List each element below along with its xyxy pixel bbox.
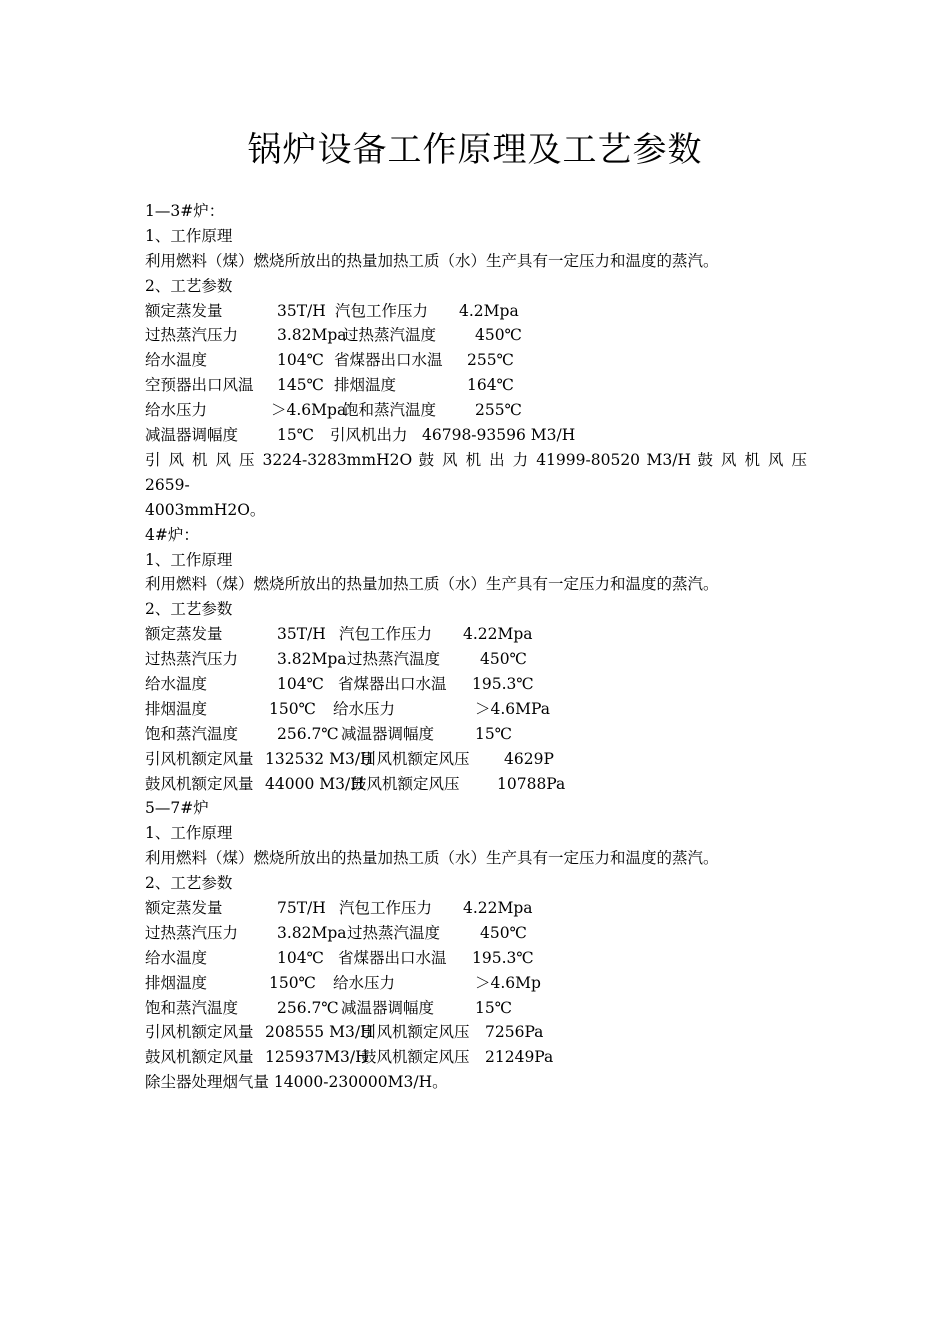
- param-row: [145, 647, 807, 672]
- param-label: 排烟温度: [334, 376, 397, 395]
- param-row: [145, 697, 807, 722]
- param-label: 过热蒸汽压力: [145, 326, 239, 345]
- param-label: 额定蒸发量: [145, 625, 223, 644]
- param-value: 104℃: [277, 351, 324, 370]
- param-row: [145, 672, 807, 697]
- param-value: 104℃: [277, 948, 324, 967]
- param-value: ＞4.6Mpa: [271, 401, 347, 420]
- param-value: 208555 M3/H: [265, 1023, 374, 1042]
- param-value: 3.82Mpa: [277, 326, 347, 345]
- param-row: [145, 946, 807, 971]
- param-label: 给水温度: [145, 948, 208, 967]
- param-label: 引风机额定风量: [145, 1023, 254, 1042]
- param-label: 额定蒸发量: [145, 898, 223, 917]
- param-row: [145, 423, 807, 448]
- principle-heading: 1、工作原理: [145, 226, 233, 245]
- params-heading: 2、工艺参数: [145, 276, 233, 295]
- param-label: 过热蒸汽压力: [145, 923, 239, 942]
- param-value: 132532 M3/H: [265, 749, 374, 768]
- param-value: 46798-93596 M3/H: [422, 426, 576, 445]
- param-row: [145, 622, 807, 647]
- param-label: 引风机额定风量: [145, 749, 254, 768]
- param-label: 给水压力: [333, 699, 396, 718]
- param-row: [145, 398, 807, 423]
- param-row: [145, 921, 807, 946]
- param-value: 7256Pa: [485, 1023, 544, 1042]
- param-label: 给水温度: [145, 351, 208, 370]
- param-label: 减温器调幅度: [341, 724, 435, 743]
- param-row: [145, 1045, 807, 1070]
- param-label: 汽包工作压力: [339, 898, 433, 917]
- param-label: 汽包工作压力: [335, 301, 429, 320]
- param-row: [145, 323, 807, 348]
- param-value: 150℃: [269, 973, 316, 992]
- param-value: 255℃: [475, 401, 522, 420]
- param-label: 给水压力: [333, 973, 396, 992]
- param-label: 饱和蒸汽温度: [145, 998, 239, 1017]
- param-label: 减温器调幅度: [341, 998, 435, 1017]
- param-label: 过热蒸汽温度: [347, 650, 441, 669]
- params-heading: 2、工艺参数: [145, 874, 233, 893]
- param-label: 减温器调幅度: [145, 426, 239, 445]
- param-value: 104℃: [277, 674, 324, 693]
- section-heading: 5—7#炉: [145, 799, 209, 818]
- param-value: 150℃: [269, 699, 316, 718]
- param-value: 145℃: [277, 376, 324, 395]
- param-value: ＞4.6Mp: [475, 973, 541, 992]
- param-value: 450℃: [475, 326, 522, 345]
- param-label: 过热蒸汽温度: [343, 326, 437, 345]
- param-value: 75T/H: [277, 898, 326, 917]
- param-label: 省煤器出口水温: [338, 674, 447, 693]
- section-boilers-1-3: [145, 199, 807, 523]
- section-heading: 1—3#炉：: [145, 202, 225, 220]
- param-row: [145, 772, 807, 797]
- param-value: 3.82Mpa: [277, 923, 347, 942]
- param-value: ＞4.6MPa: [475, 699, 550, 718]
- param-value: 15℃: [277, 426, 315, 445]
- param-label: 过热蒸汽温度: [347, 923, 441, 942]
- param-value: 4.22Mpa: [463, 898, 533, 917]
- param-value: 4.22Mpa: [463, 625, 533, 644]
- param-row: [145, 971, 807, 996]
- param-label: 省煤器出口水温: [334, 351, 443, 370]
- param-label: 给水温度: [145, 674, 208, 693]
- param-value: 35T/H: [277, 625, 326, 644]
- param-row: [145, 747, 807, 772]
- principle-text: 利用燃料（煤）燃烧所放出的热量加热工质（水）生产具有一定压力和温度的蒸汽。: [145, 849, 719, 868]
- param-value: 256.7℃: [277, 998, 339, 1017]
- param-row: [145, 896, 807, 921]
- param-value: 3.82Mpa: [277, 650, 347, 669]
- param-label: 排烟温度: [145, 699, 208, 718]
- param-row: [145, 348, 807, 373]
- param-row: [145, 299, 807, 324]
- param-value: 195.3℃: [472, 674, 534, 693]
- param-value: 125937M3/H: [265, 1048, 369, 1067]
- param-label: 鼓风机额定风量: [145, 1048, 254, 1067]
- param-value: 195.3℃: [472, 948, 534, 967]
- fan-params-line: 引 风 机 风 压 3224-3283mmH2O 鼓 风 机 出 力 41999-80520 M3/H 鼓 风 机 风 压 2659-: [145, 450, 807, 494]
- param-value: 4.2Mpa: [459, 301, 519, 320]
- param-value: 4629P: [504, 749, 554, 768]
- param-value: 255℃: [467, 351, 514, 370]
- param-value: 450℃: [480, 923, 527, 942]
- principle-text: 利用燃料（煤）燃烧所放出的热量加热工质（水）生产具有一定压力和温度的蒸汽。: [145, 251, 719, 270]
- section-heading: 4#炉：: [145, 525, 199, 544]
- param-label: 过热蒸汽压力: [145, 650, 239, 669]
- document-body: [145, 199, 807, 1095]
- param-value: 15℃: [475, 724, 513, 743]
- param-label: 鼓风机额定风压: [361, 1048, 470, 1067]
- param-label: 省煤器出口水温: [338, 948, 447, 967]
- param-label: 引风机额定风压: [361, 749, 470, 768]
- param-value: 450℃: [480, 650, 527, 669]
- fan-params-line-cont: 4003mmH2O。: [145, 500, 266, 519]
- param-row: [145, 996, 807, 1021]
- param-label: 引风机出力: [330, 426, 408, 445]
- param-row: [145, 722, 807, 747]
- section-boilers-5-7: [145, 796, 807, 1095]
- param-label: 饱和蒸汽温度: [343, 401, 437, 420]
- param-label: 引风机额定风压: [361, 1023, 470, 1042]
- param-row: [145, 373, 807, 398]
- param-label: 鼓风机额定风压: [351, 774, 460, 793]
- principle-text: 利用燃料（煤）燃烧所放出的热量加热工质（水）生产具有一定压力和温度的蒸汽。: [145, 575, 719, 594]
- param-value: 15℃: [475, 998, 513, 1017]
- param-value: 21249Pa: [485, 1048, 554, 1067]
- param-value: 10788Pa: [497, 774, 566, 793]
- param-value: 256.7℃: [277, 724, 339, 743]
- param-row: [145, 1020, 807, 1045]
- dust-collector-line: 除尘器处理烟气量 14000-230000M3/H。: [145, 1073, 448, 1092]
- param-label: 排烟温度: [145, 973, 208, 992]
- param-label: 鼓风机额定风量: [145, 774, 254, 793]
- param-value: 164℃: [467, 376, 514, 395]
- section-boiler-4: [145, 523, 807, 797]
- param-label: 给水压力: [145, 401, 208, 420]
- document-title: 锅炉设备工作原理及工艺参数: [247, 130, 703, 170]
- param-label: 饱和蒸汽温度: [145, 724, 239, 743]
- param-value: 35T/H: [277, 301, 326, 320]
- param-label: 额定蒸发量: [145, 301, 223, 320]
- param-value: 44000 M3/H: [265, 774, 364, 793]
- principle-heading: 1、工作原理: [145, 550, 233, 569]
- param-label: 空预器出口风温: [145, 376, 254, 395]
- principle-heading: 1、工作原理: [145, 824, 233, 843]
- params-heading: 2、工艺参数: [145, 600, 233, 619]
- param-label: 汽包工作压力: [339, 625, 433, 644]
